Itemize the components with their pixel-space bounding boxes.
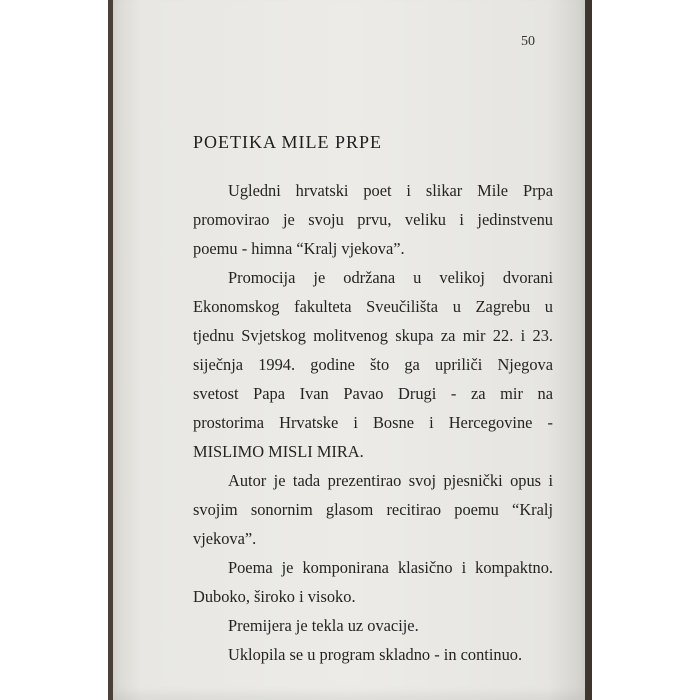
text-line: Ugledni hrvatski poet i slikar Mile Prpa bbox=[228, 181, 553, 200]
text-line: siječnja 1994. godine što ga upriliči Njegova bbox=[193, 355, 553, 374]
text-line: svetost Papa Ivan Pavao Drugi - za mir na bbox=[193, 384, 553, 403]
text-line: poemu - himna “Kralj vjekova”. bbox=[193, 239, 405, 258]
text-line: Duboko, široko i visoko. bbox=[193, 587, 356, 606]
text-line: promovirao je svoju prvu, veliku i jedinstvenu bbox=[193, 210, 553, 229]
page-title: POETIKA MILE PRPE bbox=[193, 132, 383, 152]
text-line: Promocija je održana u velikoj dvorani bbox=[228, 268, 553, 287]
text-line: Autor je tada prezentirao svoj pjesnički opus i bbox=[228, 471, 553, 490]
text-line: MISLIMO MISLI MIRA. bbox=[193, 442, 364, 461]
text-line: Ekonomskog fakulteta Sveučilišta u Zagrebu u bbox=[193, 297, 553, 316]
text-line: vjekova”. bbox=[193, 529, 257, 548]
text-line: tjednu Svjetskog molitvenog skupa za mir 22. i 23. bbox=[193, 326, 553, 345]
text-line: Uklopila se u program skladno - in continuo. bbox=[228, 645, 523, 664]
text-line: Poema je komponirana klasično i kompaktno. bbox=[228, 558, 553, 577]
text-line: prostorima Hrvatske i Bosne i Hercegovine - bbox=[193, 413, 553, 432]
body-text bbox=[193, 176, 553, 669]
text-line: Premijera je tekla uz ovacije. bbox=[228, 616, 419, 635]
page-number: 50 bbox=[521, 34, 535, 49]
text-line: svojim sonornim glasom recitirao poemu “Kralj bbox=[193, 500, 553, 519]
